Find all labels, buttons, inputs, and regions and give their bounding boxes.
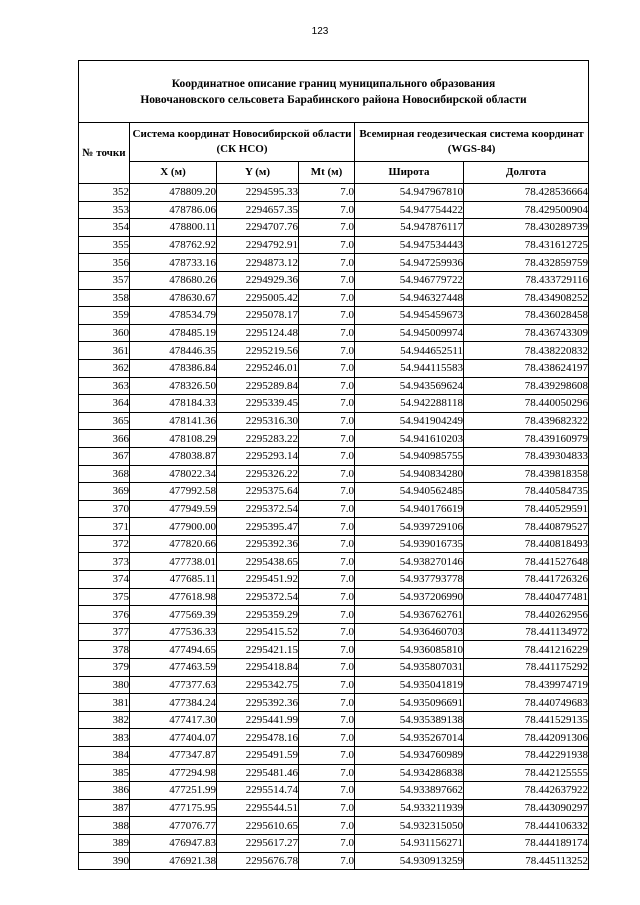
cell-mt-value: 7.0 xyxy=(299,799,355,817)
cell-longitude: 78.439974719 xyxy=(464,676,589,694)
cell-y-coordinate: 2295415.52 xyxy=(217,623,299,641)
cell-x-coordinate: 478733.16 xyxy=(130,254,217,272)
cell-point-number: 386 xyxy=(79,782,130,800)
cell-longitude: 78.439298608 xyxy=(464,377,589,395)
cell-point-number: 375 xyxy=(79,588,130,606)
cell-point-number: 360 xyxy=(79,324,130,342)
cell-point-number: 382 xyxy=(79,711,130,729)
table-row xyxy=(79,465,589,483)
table-row xyxy=(79,342,589,360)
cell-longitude: 78.439818358 xyxy=(464,465,589,483)
cell-mt-value: 7.0 xyxy=(299,659,355,677)
cell-latitude: 54.947967810 xyxy=(355,184,464,202)
cell-x-coordinate: 477294.98 xyxy=(130,764,217,782)
cell-point-number: 359 xyxy=(79,307,130,325)
cell-mt-value: 7.0 xyxy=(299,236,355,254)
cell-x-coordinate: 477569.39 xyxy=(130,606,217,624)
cell-x-coordinate: 478800.11 xyxy=(130,219,217,237)
table-row xyxy=(79,694,589,712)
cell-y-coordinate: 2295610.65 xyxy=(217,817,299,835)
cell-x-coordinate: 477175.95 xyxy=(130,799,217,817)
cell-mt-value: 7.0 xyxy=(299,500,355,518)
cell-longitude: 78.438624197 xyxy=(464,359,589,377)
cell-x-coordinate: 478786.06 xyxy=(130,201,217,219)
cell-latitude: 54.942288118 xyxy=(355,395,464,413)
table-body xyxy=(79,184,589,870)
cell-x-coordinate: 478630.67 xyxy=(130,289,217,307)
cell-latitude: 54.930913259 xyxy=(355,852,464,870)
cell-longitude: 78.440584735 xyxy=(464,483,589,501)
cell-mt-value: 7.0 xyxy=(299,447,355,465)
cell-y-coordinate: 2295421.15 xyxy=(217,641,299,659)
cell-mt-value: 7.0 xyxy=(299,782,355,800)
cell-x-coordinate: 476947.83 xyxy=(130,834,217,852)
coordinates-table xyxy=(78,60,589,870)
cell-latitude: 54.933897662 xyxy=(355,782,464,800)
cell-latitude: 54.932315050 xyxy=(355,817,464,835)
cell-point-number: 384 xyxy=(79,747,130,765)
cell-longitude: 78.440262956 xyxy=(464,606,589,624)
table-row xyxy=(79,324,589,342)
cell-mt-value: 7.0 xyxy=(299,623,355,641)
cell-mt-value: 7.0 xyxy=(299,729,355,747)
cell-latitude: 54.937206990 xyxy=(355,588,464,606)
table-row xyxy=(79,535,589,553)
cell-mt-value: 7.0 xyxy=(299,324,355,342)
cell-mt-value: 7.0 xyxy=(299,676,355,694)
cell-point-number: 373 xyxy=(79,553,130,571)
table-row xyxy=(79,271,589,289)
cell-longitude: 78.440477481 xyxy=(464,588,589,606)
cell-latitude: 54.936460703 xyxy=(355,623,464,641)
cell-point-number: 356 xyxy=(79,254,130,272)
cell-x-coordinate: 476921.38 xyxy=(130,852,217,870)
table-row xyxy=(79,236,589,254)
cell-latitude: 54.933211939 xyxy=(355,799,464,817)
cell-latitude: 54.934760989 xyxy=(355,747,464,765)
cell-mt-value: 7.0 xyxy=(299,553,355,571)
cell-y-coordinate: 2295124.48 xyxy=(217,324,299,342)
cell-y-coordinate: 2295418.84 xyxy=(217,659,299,677)
cell-longitude: 78.439304833 xyxy=(464,447,589,465)
cell-y-coordinate: 2295078.17 xyxy=(217,307,299,325)
table-row xyxy=(79,817,589,835)
cell-y-coordinate: 2294873.12 xyxy=(217,254,299,272)
cell-point-number: 358 xyxy=(79,289,130,307)
cell-mt-value: 7.0 xyxy=(299,518,355,536)
table-row xyxy=(79,412,589,430)
cell-x-coordinate: 478446.35 xyxy=(130,342,217,360)
cell-y-coordinate: 2294657.35 xyxy=(217,201,299,219)
cell-longitude: 78.443090297 xyxy=(464,799,589,817)
cell-y-coordinate: 2295342.75 xyxy=(217,676,299,694)
cell-y-coordinate: 2295339.45 xyxy=(217,395,299,413)
cell-x-coordinate: 477347.87 xyxy=(130,747,217,765)
cell-mt-value: 7.0 xyxy=(299,289,355,307)
table-row xyxy=(79,852,589,870)
cell-longitude: 78.428536664 xyxy=(464,184,589,202)
table-row xyxy=(79,483,589,501)
cell-point-number: 370 xyxy=(79,500,130,518)
cell-longitude: 78.444189174 xyxy=(464,834,589,852)
table-row xyxy=(79,430,589,448)
cell-point-number: 374 xyxy=(79,571,130,589)
cell-mt-value: 7.0 xyxy=(299,747,355,765)
table-row xyxy=(79,307,589,325)
cell-longitude: 78.442091306 xyxy=(464,729,589,747)
cell-latitude: 54.938270146 xyxy=(355,553,464,571)
cell-x-coordinate: 477949.59 xyxy=(130,500,217,518)
cell-y-coordinate: 2295514.74 xyxy=(217,782,299,800)
cell-longitude: 78.444106332 xyxy=(464,817,589,835)
cell-latitude: 54.940176619 xyxy=(355,500,464,518)
cell-point-number: 355 xyxy=(79,236,130,254)
cell-x-coordinate: 477820.66 xyxy=(130,535,217,553)
cell-y-coordinate: 2295451.92 xyxy=(217,571,299,589)
cell-latitude: 54.947534443 xyxy=(355,236,464,254)
cell-x-coordinate: 478485.19 xyxy=(130,324,217,342)
cell-mt-value: 7.0 xyxy=(299,342,355,360)
cell-latitude: 54.946779722 xyxy=(355,271,464,289)
cell-x-coordinate: 478184.33 xyxy=(130,395,217,413)
cell-y-coordinate: 2295293.14 xyxy=(217,447,299,465)
cell-x-coordinate: 478534.79 xyxy=(130,307,217,325)
cell-x-coordinate: 478141.36 xyxy=(130,412,217,430)
table-row xyxy=(79,747,589,765)
cell-point-number: 379 xyxy=(79,659,130,677)
cell-mt-value: 7.0 xyxy=(299,201,355,219)
cell-mt-value: 7.0 xyxy=(299,271,355,289)
cell-longitude: 78.442125555 xyxy=(464,764,589,782)
cell-latitude: 54.945009974 xyxy=(355,324,464,342)
cell-longitude: 78.441529135 xyxy=(464,711,589,729)
cell-latitude: 54.943569624 xyxy=(355,377,464,395)
cell-longitude: 78.439682322 xyxy=(464,412,589,430)
cell-longitude: 78.430289739 xyxy=(464,219,589,237)
cell-y-coordinate: 2295478.16 xyxy=(217,729,299,747)
cell-mt-value: 7.0 xyxy=(299,254,355,272)
cell-y-coordinate: 2295375.64 xyxy=(217,483,299,501)
table-row xyxy=(79,782,589,800)
cell-point-number: 363 xyxy=(79,377,130,395)
cell-y-coordinate: 2295326.22 xyxy=(217,465,299,483)
cell-y-coordinate: 2295438.65 xyxy=(217,553,299,571)
cell-latitude: 54.935807031 xyxy=(355,659,464,677)
cell-mt-value: 7.0 xyxy=(299,219,355,237)
table-row xyxy=(79,834,589,852)
table-row xyxy=(79,623,589,641)
cell-y-coordinate: 2295246.01 xyxy=(217,359,299,377)
cell-y-coordinate: 2295372.54 xyxy=(217,500,299,518)
cell-y-coordinate: 2295491.59 xyxy=(217,747,299,765)
cell-mt-value: 7.0 xyxy=(299,711,355,729)
cell-longitude: 78.440050296 xyxy=(464,395,589,413)
cell-point-number: 387 xyxy=(79,799,130,817)
cell-longitude: 78.441134972 xyxy=(464,623,589,641)
cell-y-coordinate: 2295481.46 xyxy=(217,764,299,782)
cell-longitude: 78.441175292 xyxy=(464,659,589,677)
header-local-system: Система координат Новосибирской области (СК НСО) xyxy=(130,123,355,162)
cell-x-coordinate: 477618.98 xyxy=(130,588,217,606)
cell-x-coordinate: 478108.29 xyxy=(130,430,217,448)
table-row xyxy=(79,571,589,589)
table-row xyxy=(79,500,589,518)
cell-y-coordinate: 2295289.84 xyxy=(217,377,299,395)
cell-point-number: 381 xyxy=(79,694,130,712)
cell-longitude: 78.440749683 xyxy=(464,694,589,712)
cell-latitude: 54.937793778 xyxy=(355,571,464,589)
cell-x-coordinate: 477685.11 xyxy=(130,571,217,589)
cell-x-coordinate: 477536.33 xyxy=(130,623,217,641)
cell-latitude: 54.935389138 xyxy=(355,711,464,729)
cell-y-coordinate: 2295219.56 xyxy=(217,342,299,360)
cell-x-coordinate: 478386.84 xyxy=(130,359,217,377)
cell-longitude: 78.438220832 xyxy=(464,342,589,360)
cell-point-number: 372 xyxy=(79,535,130,553)
cell-latitude: 54.936762761 xyxy=(355,606,464,624)
cell-point-number: 364 xyxy=(79,395,130,413)
cell-longitude: 78.432859759 xyxy=(464,254,589,272)
cell-mt-value: 7.0 xyxy=(299,834,355,852)
cell-mt-value: 7.0 xyxy=(299,430,355,448)
cell-y-coordinate: 2295544.51 xyxy=(217,799,299,817)
header-x: X (м) xyxy=(130,162,217,184)
cell-x-coordinate: 478038.87 xyxy=(130,447,217,465)
cell-x-coordinate: 477463.59 xyxy=(130,659,217,677)
header-latitude: Широта xyxy=(355,162,464,184)
cell-latitude: 54.947754422 xyxy=(355,201,464,219)
cell-mt-value: 7.0 xyxy=(299,412,355,430)
cell-mt-value: 7.0 xyxy=(299,571,355,589)
table-row xyxy=(79,219,589,237)
cell-longitude: 78.433729116 xyxy=(464,271,589,289)
table-row xyxy=(79,289,589,307)
cell-x-coordinate: 477417.30 xyxy=(130,711,217,729)
cell-longitude: 78.445113252 xyxy=(464,852,589,870)
cell-x-coordinate: 477992.58 xyxy=(130,483,217,501)
title-line-1: Координатное описание границ муниципального образования xyxy=(171,77,496,90)
cell-longitude: 78.439160979 xyxy=(464,430,589,448)
cell-longitude: 78.436028458 xyxy=(464,307,589,325)
cell-mt-value: 7.0 xyxy=(299,817,355,835)
cell-longitude: 78.440529591 xyxy=(464,500,589,518)
cell-x-coordinate: 478809.20 xyxy=(130,184,217,202)
cell-point-number: 352 xyxy=(79,184,130,202)
cell-x-coordinate: 478022.34 xyxy=(130,465,217,483)
cell-longitude: 78.441216229 xyxy=(464,641,589,659)
cell-mt-value: 7.0 xyxy=(299,641,355,659)
cell-latitude: 54.941610203 xyxy=(355,430,464,448)
cell-x-coordinate: 477251.99 xyxy=(130,782,217,800)
cell-longitude: 78.434908252 xyxy=(464,289,589,307)
cell-y-coordinate: 2295395.47 xyxy=(217,518,299,536)
cell-point-number: 371 xyxy=(79,518,130,536)
header-point-number: № точки xyxy=(79,123,130,184)
cell-longitude: 78.440879527 xyxy=(464,518,589,536)
cell-point-number: 366 xyxy=(79,430,130,448)
cell-point-number: 380 xyxy=(79,676,130,694)
cell-latitude: 54.940562485 xyxy=(355,483,464,501)
cell-latitude: 54.940834280 xyxy=(355,465,464,483)
table-row xyxy=(79,254,589,272)
cell-longitude: 78.440818493 xyxy=(464,535,589,553)
cell-point-number: 377 xyxy=(79,623,130,641)
cell-latitude: 54.944115583 xyxy=(355,359,464,377)
table-row xyxy=(79,764,589,782)
cell-latitude: 54.931156271 xyxy=(355,834,464,852)
cell-x-coordinate: 477384.24 xyxy=(130,694,217,712)
cell-y-coordinate: 2295372.54 xyxy=(217,588,299,606)
cell-y-coordinate: 2295392.36 xyxy=(217,694,299,712)
cell-y-coordinate: 2295005.42 xyxy=(217,289,299,307)
table-row xyxy=(79,606,589,624)
cell-latitude: 54.939016735 xyxy=(355,535,464,553)
cell-longitude: 78.441726326 xyxy=(464,571,589,589)
title-line-2: Новочановского сельсовета Барабинского района Новосибирской области xyxy=(140,93,527,106)
cell-latitude: 54.935096691 xyxy=(355,694,464,712)
table-row xyxy=(79,588,589,606)
header-wgs-system: Всемирная геодезическая система координат (WGS-84) xyxy=(355,123,589,162)
cell-longitude: 78.429500904 xyxy=(464,201,589,219)
cell-y-coordinate: 2295617.27 xyxy=(217,834,299,852)
cell-x-coordinate: 477738.01 xyxy=(130,553,217,571)
cell-point-number: 361 xyxy=(79,342,130,360)
cell-latitude: 54.945459673 xyxy=(355,307,464,325)
cell-point-number: 390 xyxy=(79,852,130,870)
cell-latitude: 54.935041819 xyxy=(355,676,464,694)
cell-y-coordinate: 2294792.91 xyxy=(217,236,299,254)
page-number: 123 xyxy=(311,26,329,37)
cell-point-number: 367 xyxy=(79,447,130,465)
header-longitude: Долгота xyxy=(464,162,589,184)
cell-point-number: 383 xyxy=(79,729,130,747)
cell-latitude: 54.941904249 xyxy=(355,412,464,430)
cell-point-number: 388 xyxy=(79,817,130,835)
cell-point-number: 362 xyxy=(79,359,130,377)
cell-point-number: 369 xyxy=(79,483,130,501)
cell-mt-value: 7.0 xyxy=(299,377,355,395)
cell-mt-value: 7.0 xyxy=(299,483,355,501)
table-row xyxy=(79,553,589,571)
document-title xyxy=(79,61,589,123)
cell-y-coordinate: 2295676.78 xyxy=(217,852,299,870)
table-row xyxy=(79,659,589,677)
cell-x-coordinate: 477076.77 xyxy=(130,817,217,835)
cell-latitude: 54.934286838 xyxy=(355,764,464,782)
table-row xyxy=(79,395,589,413)
cell-point-number: 353 xyxy=(79,201,130,219)
table-row xyxy=(79,518,589,536)
cell-mt-value: 7.0 xyxy=(299,395,355,413)
cell-latitude: 54.944652511 xyxy=(355,342,464,360)
table-row xyxy=(79,641,589,659)
cell-x-coordinate: 477900.00 xyxy=(130,518,217,536)
cell-y-coordinate: 2295316.30 xyxy=(217,412,299,430)
cell-y-coordinate: 2295441.99 xyxy=(217,711,299,729)
cell-y-coordinate: 2294707.76 xyxy=(217,219,299,237)
cell-y-coordinate: 2295283.22 xyxy=(217,430,299,448)
cell-latitude: 54.940985755 xyxy=(355,447,464,465)
cell-point-number: 385 xyxy=(79,764,130,782)
cell-x-coordinate: 478326.50 xyxy=(130,377,217,395)
cell-point-number: 378 xyxy=(79,641,130,659)
cell-point-number: 365 xyxy=(79,412,130,430)
cell-latitude: 54.946327448 xyxy=(355,289,464,307)
cell-longitude: 78.436743309 xyxy=(464,324,589,342)
cell-longitude: 78.431612725 xyxy=(464,236,589,254)
cell-point-number: 376 xyxy=(79,606,130,624)
cell-x-coordinate: 477377.63 xyxy=(130,676,217,694)
cell-latitude: 54.947876117 xyxy=(355,219,464,237)
cell-mt-value: 7.0 xyxy=(299,606,355,624)
cell-point-number: 368 xyxy=(79,465,130,483)
cell-longitude: 78.442291938 xyxy=(464,747,589,765)
cell-y-coordinate: 2295392.36 xyxy=(217,535,299,553)
cell-mt-value: 7.0 xyxy=(299,852,355,870)
cell-latitude: 54.947259936 xyxy=(355,254,464,272)
cell-longitude: 78.441527648 xyxy=(464,553,589,571)
cell-mt-value: 7.0 xyxy=(299,588,355,606)
table-row xyxy=(79,184,589,202)
table-row xyxy=(79,359,589,377)
cell-point-number: 389 xyxy=(79,834,130,852)
cell-mt-value: 7.0 xyxy=(299,694,355,712)
table-row xyxy=(79,377,589,395)
cell-x-coordinate: 478762.92 xyxy=(130,236,217,254)
header-y: Y (м) xyxy=(217,162,299,184)
cell-mt-value: 7.0 xyxy=(299,184,355,202)
table-row xyxy=(79,447,589,465)
cell-x-coordinate: 477404.07 xyxy=(130,729,217,747)
cell-mt-value: 7.0 xyxy=(299,535,355,553)
cell-y-coordinate: 2294929.36 xyxy=(217,271,299,289)
cell-x-coordinate: 478680.26 xyxy=(130,271,217,289)
cell-point-number: 354 xyxy=(79,219,130,237)
cell-mt-value: 7.0 xyxy=(299,764,355,782)
table-row xyxy=(79,711,589,729)
table-row xyxy=(79,729,589,747)
cell-mt-value: 7.0 xyxy=(299,465,355,483)
cell-point-number: 357 xyxy=(79,271,130,289)
table-row xyxy=(79,676,589,694)
cell-latitude: 54.939729106 xyxy=(355,518,464,536)
cell-latitude: 54.935267014 xyxy=(355,729,464,747)
cell-longitude: 78.442637922 xyxy=(464,782,589,800)
cell-latitude: 54.936085810 xyxy=(355,641,464,659)
header-mt: Mt (м) xyxy=(299,162,355,184)
cell-mt-value: 7.0 xyxy=(299,359,355,377)
cell-mt-value: 7.0 xyxy=(299,307,355,325)
cell-y-coordinate: 2294595.33 xyxy=(217,184,299,202)
cell-y-coordinate: 2295359.29 xyxy=(217,606,299,624)
table-row xyxy=(79,799,589,817)
table-row xyxy=(79,201,589,219)
cell-x-coordinate: 477494.65 xyxy=(130,641,217,659)
